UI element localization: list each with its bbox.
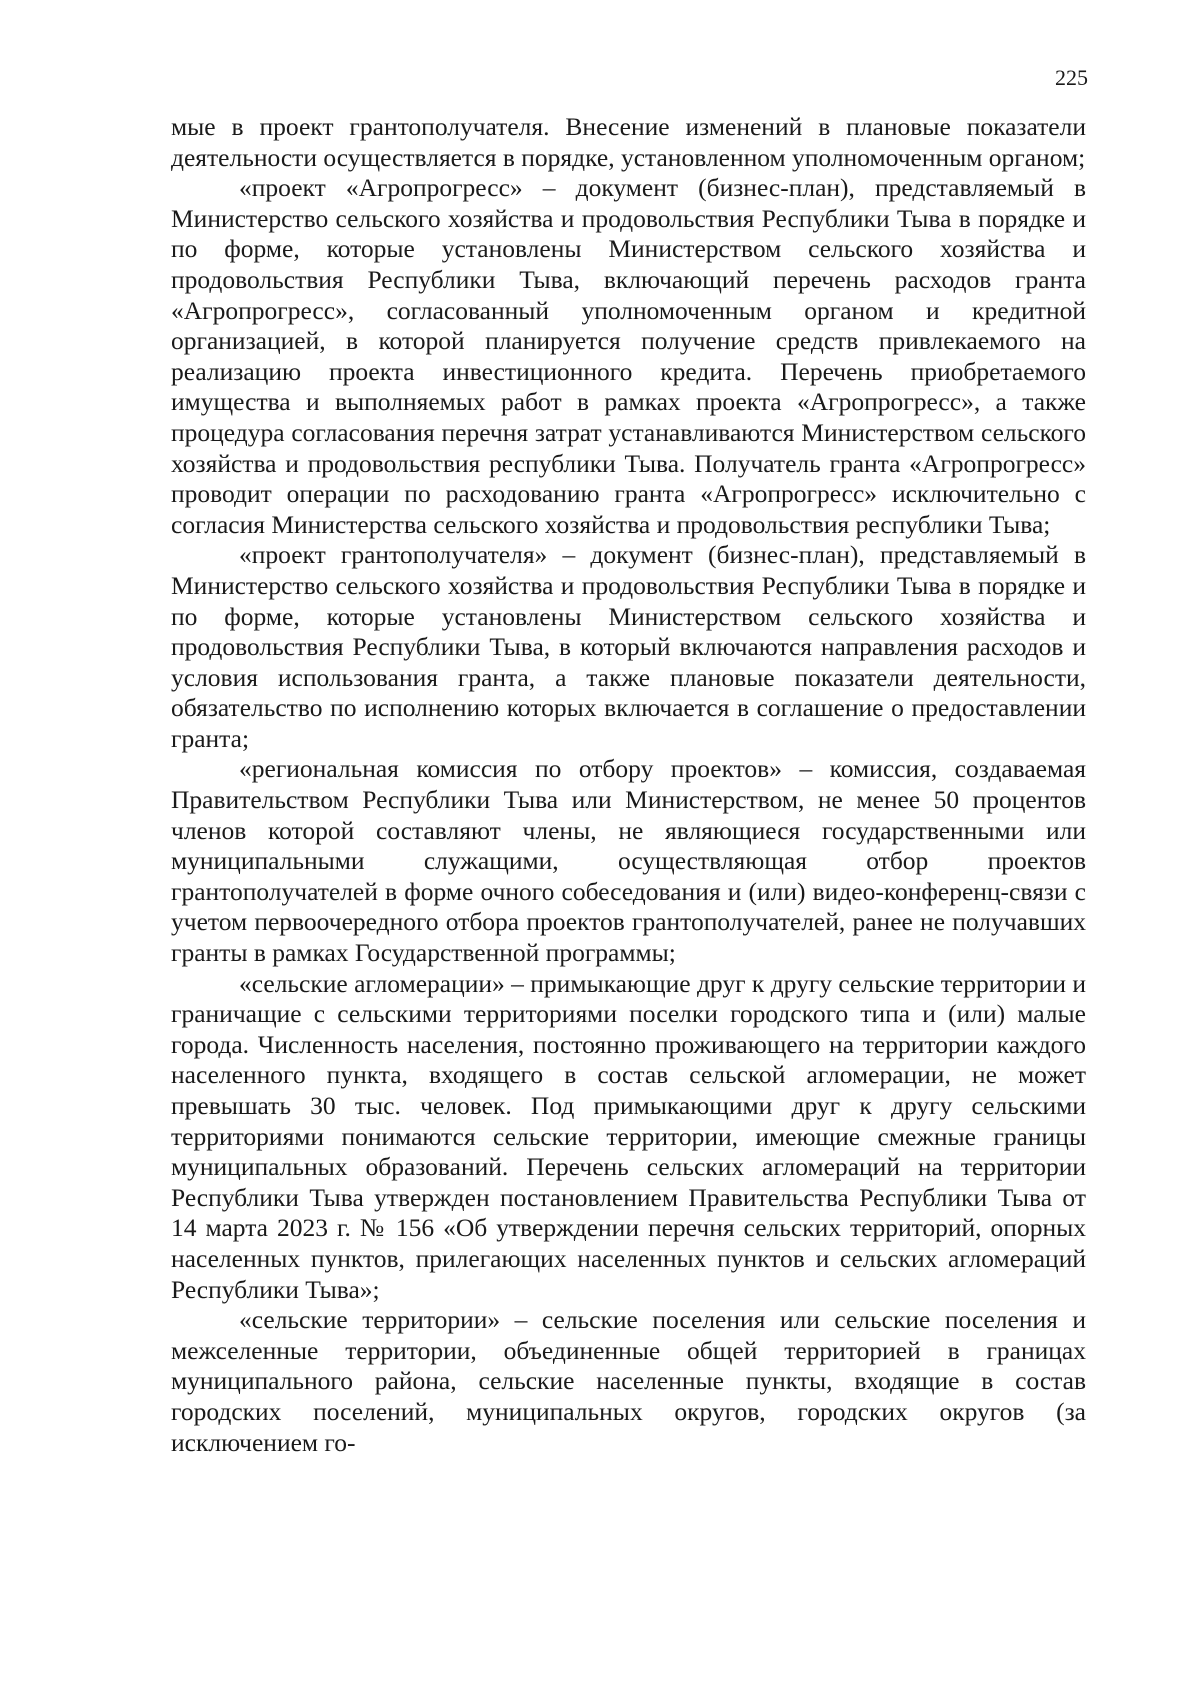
paragraph-regional-commission: «региональная комиссия по отбору проектов» – комиссия, создаваемая Правительством Республики Тыва или Министерством, не менее 50 процентов членов которой составляют члены, не являющиеся государственными или муниципальными служащими, осуществляющая отбор проектов грантополучателей в форме очного собеседования и (или) видео-конференц-связи с учетом первоочередного отбора проектов грантополучателей, ранее не получавших гранты в рамках Государственной программы; [171, 754, 1086, 968]
page-number: 225 [1055, 65, 1088, 90]
document-body [171, 112, 1086, 1458]
paragraph-rural-territories: «сельские территории» – сельские поселения или сельские поселения и межселенные территории, объединенные общей территорией в границах муниципального района, сельские населенные пункты, входящие в состав городских поселений, муниципальных округов, городских округов (за исключением го- [171, 1305, 1086, 1457]
paragraph-continuation: мые в проект грантополучателя. Внесение изменений в плановые показатели деятельности осуществляется в порядке, установленном уполномоченным органом; [171, 112, 1086, 172]
paragraph-rural-agglomerations: «сельские агломерации» – примыкающие друг к другу сельские территории и граничащие с сельскими территориями поселки городского типа и (или) малые города. Численность населения, постоянно проживающего на территории каждого населенного пункта, входящего в состав сельской агломерации, не может превышать 30 тыс. человек. Под примыкающими друг к другу сельскими территориями понимаются сельские территории, имеющие смежные границы муниципальных образований. Перечень сельских агломераций на территории Республики Тыва утвержден постановлением Правительства Республики Тыва от 14 марта 2023 г. № 156 «Об утверждении перечня сельских территорий, опорных населенных пунктов, прилегающих населенных пунктов и сельских агломераций Республики Тыва»; [171, 968, 1086, 1304]
paragraph-grantee-project: «проект грантополучателя» – документ (бизнес-план), представляемый в Министерство сельского хозяйства и продовольствия Республики Тыва в порядке и по форме, которые установлены Министерством сельского хозяйства и продовольствия Республики Тыва, в который включаются направления расходов и условия использования гранта, а также плановые показатели деятельности, обязательство по исполнению которых включается в соглашение о предоставлении гранта; [171, 540, 1086, 753]
paragraph-agroprogress-project: «проект «Агропрогресс» – документ (бизнес-план), представляемый в Министерство сельского хозяйства и продовольствия Республики Тыва в порядке и по форме, которые установлены Министерством сельского хозяйства и продовольствия Республики Тыва, включающий перечень расходов гранта «Агропрогресс», согласованный уполномоченным органом и кредитной организацией, в которой планируется получение средств привлекаемого на реализацию проекта инвестиционного кредита. Перечень приобретаемого имущества и выполняемых работ в рамках проекта «Агропрогресс», а также процедура согласования перечня затрат устанавливаются Министерством сельского хозяйства и продовольствия республики Тыва. Получатель гранта «Агропрогресс» проводит операции по расходованию гранта «Агропрогресс» исключительно с согласия Министерства сельского хозяйства и продовольствия республики Тыва; [171, 173, 1086, 539]
